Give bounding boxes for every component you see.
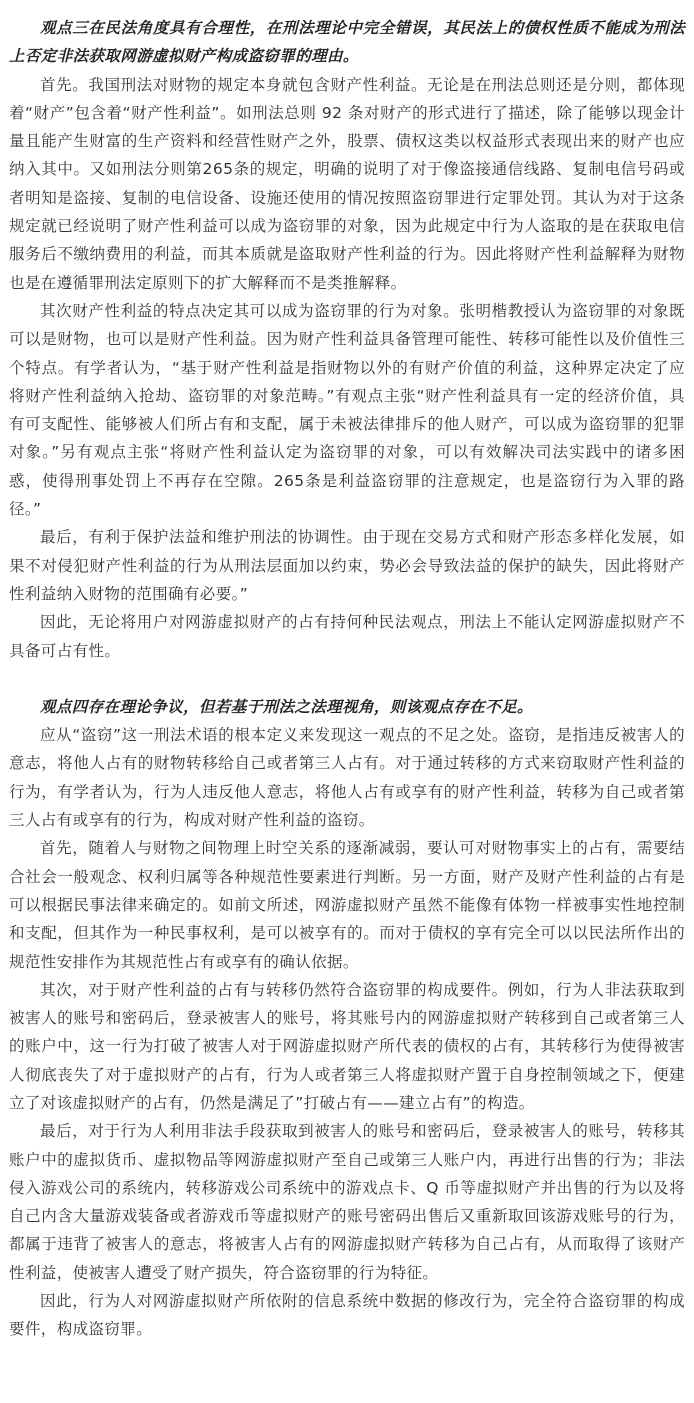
section-4-paragraph-2: 首先，随着人与财物之间物理上时空关系的逐渐减弱，要认可对财物事实上的占有，需要结合社会一般观念、权利归属等各种规范性要素进行判断。另一方面，财产及财产性利益的占有是可以根据民事法律来确定的。如前文所述，网游虚拟财产虽然不能像有体物一样被事实性地控制和支配，但其作为一种民事权利，是可以被享有的。而对于债权的享有完全可以以民法所作出的规范性安排作为其规范性占有或享有的确认依据。: [9, 839, 685, 971]
section-4-paragraph-5: 因此，行为人对网游虚拟财产所依附的信息系统中数据的修改行为，完全符合盗窃罪的构成要件，构成盗窃罪。: [9, 1292, 685, 1339]
section-3-paragraph-4: 因此，无论将用户对网游虚拟财产的占有持何种民法观点，刑法上不能认定网游虚拟财产不具备可占有性。: [9, 613, 685, 660]
section-3-paragraph-1: 首先。我国刑法对财物的规定本身就包含财产性利益。无论是在刑法总则还是分则，都体现着“财产”包含着“财产性利益”。如刑法总则 92 条对财产的形式进行了描述，除了能够以现金计量且能产生财富的生产资料和经营性财产之外，股票、债权这类以权益形式表现出来的财产也应纳入其中。又如刑法分则第265条的规定，明确的说明了对于像盗接通信线路、复制电信号码或者明知是盗接、复制的电信设备、设施还使用的情况按照盗窃罪进行定罪处罚。其认为对于这条规定就已经说明了财产性利益可以成为盗窃罪的对象，因为此规定中行为人盗取的是在获取电信服务后不缴纳费用的利益，而其本质就是盗取财产性利益的行为。因此将财产性利益解释为财物也是在遵循罪刑法定原则下的扩大解释而不是类推解释。: [9, 75, 685, 292]
section-4-paragraph-1: 应从“盗窃”这一刑法术语的根本定义来发现这一观点的不足之处。盗窃，是指违反被害人的意志，将他人占有的财物转移给自己或者第三人占有。对于通过转移的方式来窃取财产性利益的行为，有学者认为，行为人违反他人意志，将他人占有或享有的财产性利益，转移为自己或者第三人占有或享有的行为，构成对财产性利益的盗窃。: [9, 726, 685, 830]
section-3-paragraph-3: 最后，有利于保护法益和维护刑法的协调性。由于现在交易方式和财产形态多样化发展，如果不对侵犯财产性利益的行为从刑法层面加以约束，势必会导致法益的保护的缺失，因此将财产性利益纳入财物的范围确有必要。”: [9, 528, 685, 603]
section-3-heading: 观点三在民法角度具有合理性，在刑法理论中完全错误，其民法上的债权性质不能成为刑法上否定非法获取网游虚拟财产构成盗窃罪的理由。: [9, 19, 685, 66]
section-4-heading: 观点四存在理论争议，但若基于刑法之法理视角，则该观点存在不足。: [40, 697, 533, 716]
section-4-paragraph-3: 其次，对于财产性利益的占有与转移仍然符合盗窃罪的构成要件。例如，行为人非法获取到被害人的账号和密码后，登录被害人的账号，将其账号内的网游虚拟财产转移到自己或者第三人的账户中，这一行为打破了被害人对于网游虚拟财产所代表的债权的占有，其转移行为使得被害人彻底丧失了对于虚拟财产的占有，行为人或者第三人将虚拟财产置于自身控制领域之下，便建立了对该虚拟财产的占有，仍然是满足了”打破占有——建立占有”的构造。: [9, 980, 685, 1112]
section-divider-space: [9, 665, 685, 693]
section-3-paragraph-2: 其次财产性利益的特点决定其可以成为盗窃罪的行为对象。张明楷教授认为盗窃罪的对象既可以是财物，也可以是财产性利益。因为财产性利益具备管理可能性、转移可能性以及价值性三个特点。有学者认为，“基于财产性利益是指财物以外的有财产价值的利益，这种界定决定了应将财产性利益纳入抢劫、盗窃罪的对象范畴。”有观点主张“财产性利益具有一定的经济价值，具有可支配性、能够被人们所占有和支配，属于未被法律排斥的他人财产，可以成为盗窃罪的犯罪对象。”另有观点主张“将财产性利益认定为盗窃罪的对象，可以有效解决司法实践中的诸多困惑，使得刑事处罚上不再存在空隙。265条是利益盗窃罪的注意规定，也是盗窃行为入罪的路径。”: [9, 301, 685, 519]
article-body: [9, 14, 685, 1344]
section-4-paragraph-4: 最后，对于行为人利用非法手段获取到被害人的账号和密码后，登录被害人的账号，转移其账户中的虚拟货币、虚拟物品等网游虚拟财产至自己或第三人账户内，再进行出售的行为；非法侵入游戏公司的系统内，转移游戏公司系统中的游戏点卡、Q 币等虚拟财产并出售的行为以及将自己内含大量游戏装备或者游戏币等虚拟财产的账号密码出售后又重新取回该游戏账号的行为，都属于违背了被害人的意志，将被害人占有的网游虚拟财产转移为自己占有，从而取得了该财产性利益，使被害人遭受了财产损失，符合盗窃罪的行为特征。: [9, 1122, 685, 1282]
